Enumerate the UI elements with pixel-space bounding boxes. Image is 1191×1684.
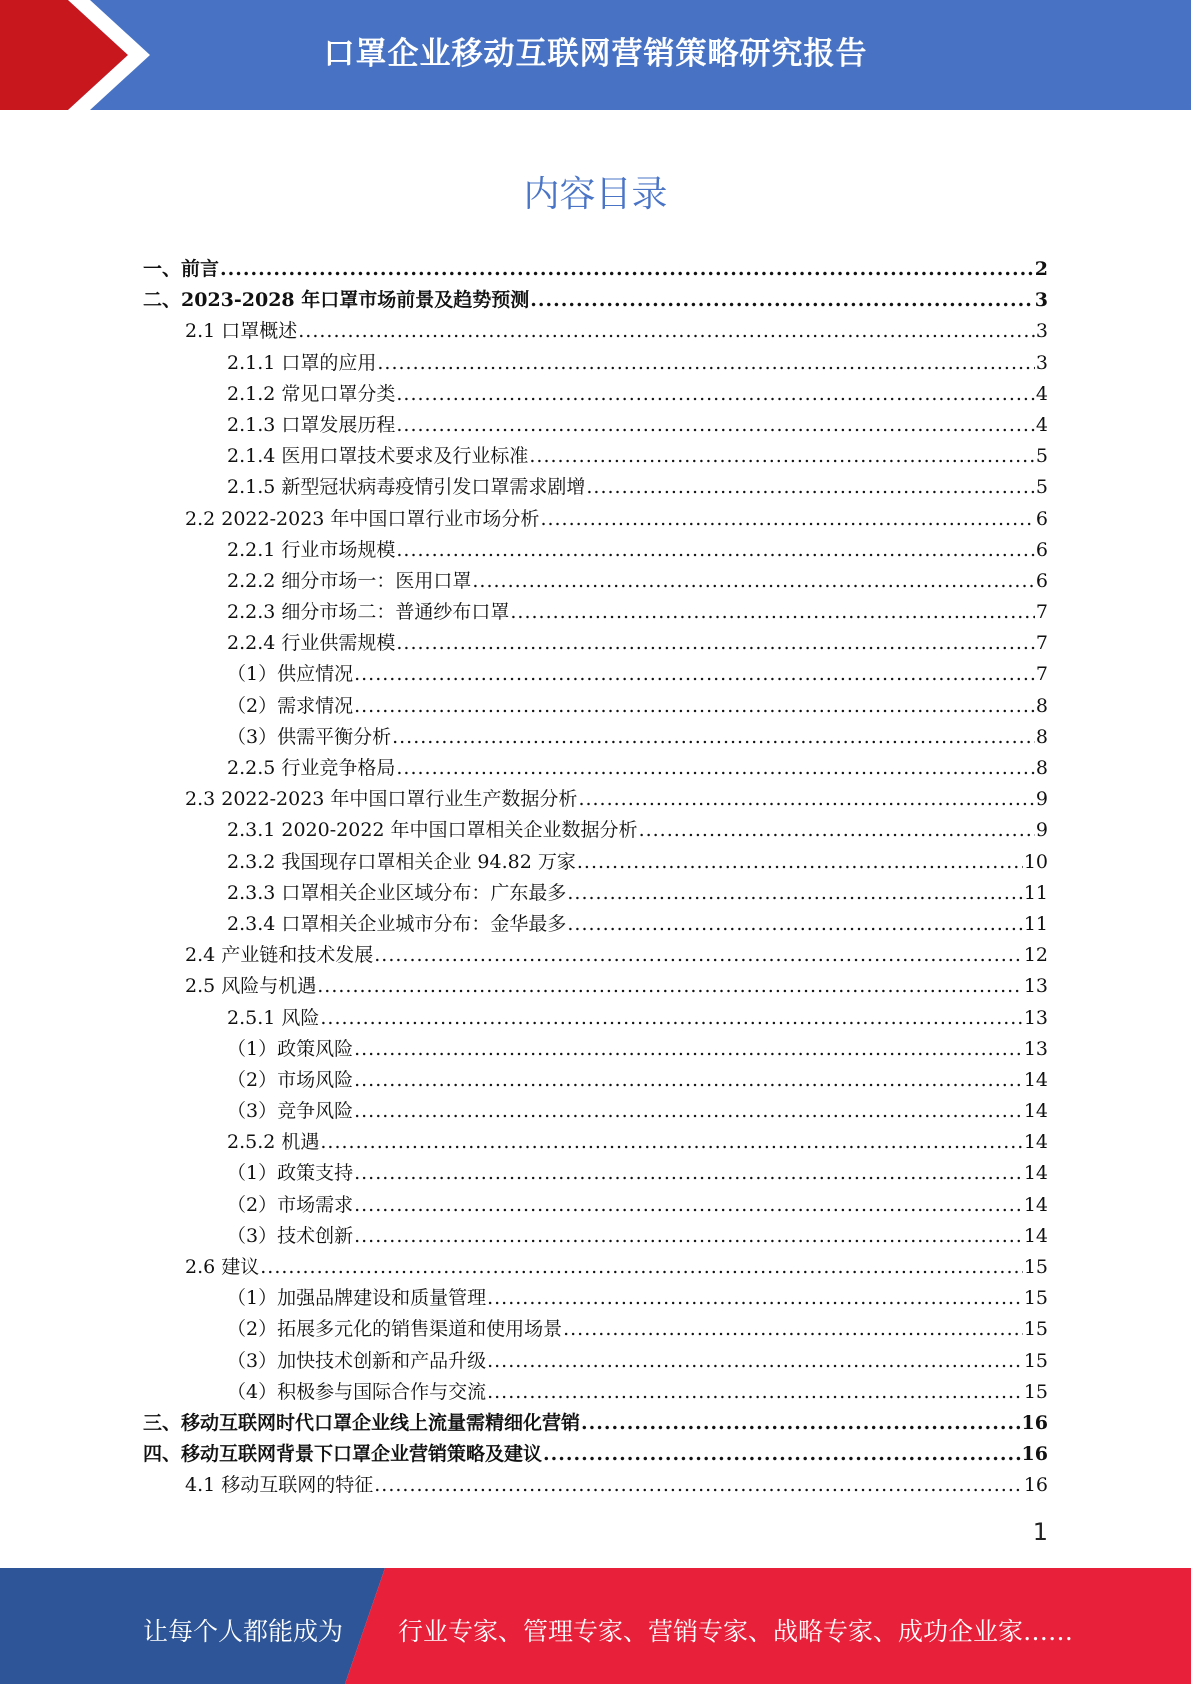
toc-entry[interactable] xyxy=(143,784,1048,815)
toc-dot-leader xyxy=(374,940,1023,971)
toc-dot-leader xyxy=(563,1314,1023,1345)
toc-entry-page: 15 xyxy=(1023,1380,1048,1403)
toc-entry-page: 10 xyxy=(1023,850,1048,873)
toc-entry-title: 2.2.1 行业市场规模 xyxy=(227,538,396,561)
toc-entry[interactable] xyxy=(143,1096,1048,1127)
toc-entry-title: 2.2.3 细分市场二：普通纱布口罩 xyxy=(227,601,510,624)
toc-dot-leader xyxy=(298,316,1035,347)
toc-dot-leader xyxy=(392,722,1035,753)
toc-entry[interactable] xyxy=(143,254,1048,285)
toc-dot-leader xyxy=(354,1065,1023,1096)
toc-dot-leader xyxy=(540,504,1034,535)
toc-entry-title: 2.3.1 2020-2022 年中国口罩相关企业数据分析 xyxy=(227,819,638,842)
toc-entry-page: 5 xyxy=(1035,445,1048,468)
toc-dot-leader xyxy=(354,1034,1023,1065)
toc-entry-page: 6 xyxy=(1035,507,1048,530)
toc-entry-title: 四、移动互联网背景下口罩企业营销策略及建议 xyxy=(143,1443,543,1466)
toc-entry-page: 3 xyxy=(1035,351,1048,374)
toc-entry-title: 2.1.4 医用口罩技术要求及行业标准 xyxy=(227,445,529,468)
toc-entry-title: （1）政策风险 xyxy=(227,1037,354,1060)
toc-entry[interactable] xyxy=(143,1346,1048,1377)
toc-dot-leader xyxy=(374,1470,1023,1501)
toc-entry-title: （4）积极参与国际合作与交流 xyxy=(227,1380,487,1403)
toc-dot-leader xyxy=(487,1283,1023,1314)
toc-entry-page: 7 xyxy=(1035,632,1048,655)
toc-entry[interactable] xyxy=(143,940,1048,971)
toc-entry-page: 14 xyxy=(1023,1162,1048,1185)
toc-entry[interactable] xyxy=(143,1127,1048,1158)
toc-entry-page: 15 xyxy=(1023,1349,1048,1372)
toc-entry[interactable] xyxy=(143,1283,1048,1314)
toc-dot-leader xyxy=(529,441,1035,472)
toc-dot-leader xyxy=(354,1221,1023,1252)
toc-dot-leader xyxy=(510,597,1035,628)
toc-entry[interactable] xyxy=(143,472,1048,503)
toc-dot-leader xyxy=(354,1096,1023,1127)
toc-dot-leader xyxy=(220,254,1034,285)
toc-entry-page: 12 xyxy=(1023,944,1048,967)
toc-entry-page: 6 xyxy=(1035,538,1048,561)
toc-heading: 内容目录 xyxy=(523,174,668,215)
toc-dot-leader xyxy=(472,566,1035,597)
page-footer xyxy=(0,1568,1191,1684)
footer-slogan-left: 让每个人都能成为 xyxy=(143,1617,344,1646)
toc-entry[interactable] xyxy=(143,1314,1048,1345)
toc-entry-page: 11 xyxy=(1023,912,1048,935)
toc-entry-title: 2.1.1 口罩的应用 xyxy=(227,351,377,374)
toc-entry-page: 14 xyxy=(1023,1100,1048,1123)
toc-entry-page: 13 xyxy=(1023,1037,1048,1060)
toc-entry-title: （2）市场需求 xyxy=(227,1193,354,1216)
toc-entry-page: 4 xyxy=(1035,382,1048,405)
toc-entry[interactable] xyxy=(143,379,1048,410)
toc-entry-page: 14 xyxy=(1023,1131,1048,1154)
toc-entry-title: 2.2.4 行业供需规模 xyxy=(227,632,396,655)
toc-entry-title: （3）加快技术创新和产品升级 xyxy=(227,1349,487,1372)
toc-entry-page: 7 xyxy=(1035,663,1048,686)
toc-entry-page: 6 xyxy=(1035,569,1048,592)
toc-entry[interactable] xyxy=(143,878,1048,909)
toc-dot-leader xyxy=(377,348,1035,379)
toc-dot-leader xyxy=(396,379,1035,410)
toc-entry-title: 2.1.2 常见口罩分类 xyxy=(227,382,396,405)
toc-entry-title: 2.1.3 口罩发展历程 xyxy=(227,413,396,436)
toc-dot-leader xyxy=(581,1408,1021,1439)
toc-entry[interactable] xyxy=(143,691,1048,722)
toc-entry-title: 2.1.5 新型冠状病毒疫情引发口罩需求剧增 xyxy=(227,476,586,499)
toc-entry-page: 8 xyxy=(1035,694,1048,717)
toc-entry[interactable] xyxy=(143,504,1048,535)
toc-entry-page: 14 xyxy=(1023,1193,1048,1216)
toc-entry[interactable] xyxy=(143,1408,1048,1439)
toc-entry-title: （1）供应情况 xyxy=(227,663,354,686)
toc-entry-title: （1）加强品牌建设和质量管理 xyxy=(227,1287,487,1310)
toc-dot-leader xyxy=(543,1439,1021,1470)
toc-entry[interactable] xyxy=(143,753,1048,784)
footer-slogan-right: 行业专家、管理专家、营销专家、战略专家、成功企业家…… xyxy=(398,1617,1074,1646)
toc-entry[interactable] xyxy=(143,1190,1048,1221)
toc-entry-page: 3 xyxy=(1034,289,1048,312)
toc-entry-page: 15 xyxy=(1023,1287,1048,1310)
toc-entry-page: 13 xyxy=(1023,1006,1048,1029)
toc-dot-leader xyxy=(577,847,1023,878)
toc-entry-title: （3）供需平衡分析 xyxy=(227,725,392,748)
toc-entry[interactable] xyxy=(143,1439,1048,1470)
table-of-contents xyxy=(143,254,1048,1502)
toc-entry-page: 8 xyxy=(1035,725,1048,748)
toc-entry-title: 2.3.2 我国现存口罩相关企业 94.82 万家 xyxy=(227,850,576,873)
toc-dot-leader xyxy=(320,1003,1022,1034)
toc-entry-title: 2.1 口罩概述 xyxy=(185,320,298,343)
toc-entry-title: 2.3 2022-2023 年中国口罩行业生产数据分析 xyxy=(185,788,578,811)
toc-entry[interactable] xyxy=(143,847,1048,878)
toc-entry-title: 2.5.1 风险 xyxy=(227,1006,320,1029)
toc-entry-page: 16 xyxy=(1021,1411,1048,1434)
toc-dot-leader xyxy=(354,1190,1023,1221)
toc-dot-leader xyxy=(586,472,1035,503)
toc-entry-title: 一、前言 xyxy=(143,258,220,280)
toc-entry[interactable] xyxy=(143,1252,1048,1283)
toc-dot-leader xyxy=(487,1346,1023,1377)
toc-entry[interactable] xyxy=(143,628,1048,659)
toc-entry[interactable] xyxy=(143,285,1048,316)
toc-entry[interactable] xyxy=(143,1158,1048,1189)
toc-entry-title: （2）市场风险 xyxy=(227,1068,354,1091)
toc-entry-title: 2.3.4 口罩相关企业城市分布：金华最多 xyxy=(227,912,567,935)
toc-entry-page: 11 xyxy=(1023,881,1048,904)
toc-entry-title: （3）竞争风险 xyxy=(227,1100,354,1123)
toc-entry[interactable] xyxy=(143,535,1048,566)
toc-entry[interactable] xyxy=(143,909,1048,940)
toc-entry-page: 15 xyxy=(1023,1256,1048,1278)
toc-dot-leader xyxy=(530,285,1034,316)
toc-entry-title: （2）拓展多元化的销售渠道和使用场景 xyxy=(227,1318,563,1341)
toc-entry[interactable] xyxy=(143,597,1048,628)
toc-dot-leader xyxy=(396,410,1035,441)
toc-dot-leader xyxy=(487,1377,1023,1408)
toc-dot-leader xyxy=(320,1127,1022,1158)
toc-entry[interactable] xyxy=(143,722,1048,753)
toc-dot-leader xyxy=(567,878,1022,909)
toc-entry-page: 4 xyxy=(1035,413,1048,436)
toc-entry-title: 2.4 产业链和技术发展 xyxy=(185,944,374,967)
toc-entry-title: 2.2.2 细分市场一：医用口罩 xyxy=(227,569,472,592)
toc-entry[interactable] xyxy=(143,1470,1048,1501)
toc-entry-page: 15 xyxy=(1023,1318,1048,1341)
toc-entry[interactable] xyxy=(143,348,1048,379)
toc-entry-page: 3 xyxy=(1035,320,1048,343)
toc-entry-page: 16 xyxy=(1023,1474,1048,1497)
toc-dot-leader xyxy=(396,753,1035,784)
toc-entry-page: 9 xyxy=(1035,819,1048,842)
toc-dot-leader xyxy=(260,1252,1023,1283)
toc-entry-title: （1）政策支持 xyxy=(227,1162,354,1185)
toc-entry-title: （3）技术创新 xyxy=(227,1224,354,1247)
toc-entry[interactable] xyxy=(143,815,1048,846)
toc-entry-title: 2.2.5 行业竞争格局 xyxy=(227,757,396,779)
toc-entry[interactable] xyxy=(143,1034,1048,1065)
toc-entry-page: 16 xyxy=(1021,1443,1048,1466)
page-number: 1 xyxy=(1032,1518,1048,1546)
toc-entry[interactable] xyxy=(143,659,1048,690)
toc-entry-page: 14 xyxy=(1023,1068,1048,1091)
toc-dot-leader xyxy=(396,628,1035,659)
toc-entry-page: 13 xyxy=(1023,975,1048,998)
toc-dot-leader xyxy=(354,691,1035,722)
toc-entry-page: 7 xyxy=(1035,601,1048,624)
toc-entry-title: 2.5.2 机遇 xyxy=(227,1131,320,1154)
toc-entry-page: 14 xyxy=(1023,1224,1048,1247)
toc-entry-title: 2.6 建议 xyxy=(185,1256,260,1278)
toc-dot-leader xyxy=(354,659,1035,690)
toc-entry[interactable] xyxy=(143,971,1048,1002)
toc-entry[interactable] xyxy=(143,410,1048,441)
toc-entry-title: 2.2 2022-2023 年中国口罩行业市场分析 xyxy=(185,507,540,530)
toc-entry-title: （2）需求情况 xyxy=(227,694,354,717)
toc-entry-title: 三、移动互联网时代口罩企业线上流量需精细化营销 xyxy=(143,1411,581,1434)
toc-entry-page: 2 xyxy=(1034,258,1048,280)
report-title: 口罩企业移动互联网营销策略研究报告 xyxy=(323,36,868,72)
toc-entry[interactable] xyxy=(143,441,1048,472)
toc-dot-leader xyxy=(317,971,1023,1002)
page-header xyxy=(0,0,1191,110)
toc-entry[interactable] xyxy=(143,1065,1048,1096)
toc-entry-page: 8 xyxy=(1035,757,1048,779)
toc-dot-leader xyxy=(639,815,1035,846)
toc-entry[interactable] xyxy=(143,1003,1048,1034)
toc-entry-page: 5 xyxy=(1035,476,1048,499)
toc-dot-leader xyxy=(354,1158,1023,1189)
toc-entry[interactable] xyxy=(143,566,1048,597)
toc-entry-page: 9 xyxy=(1035,788,1048,811)
toc-entry-title: 4.1 移动互联网的特征 xyxy=(185,1474,374,1497)
toc-dot-leader xyxy=(396,535,1035,566)
toc-dot-leader xyxy=(578,784,1034,815)
toc-dot-leader xyxy=(567,909,1022,940)
toc-entry-title: 二、2023-2028 年口罩市场前景及趋势预测 xyxy=(143,289,530,312)
toc-entry-title: 2.3.3 口罩相关企业区域分布：广东最多 xyxy=(227,881,567,904)
toc-entry[interactable] xyxy=(143,1377,1048,1408)
toc-entry[interactable] xyxy=(143,316,1048,347)
toc-entry[interactable] xyxy=(143,1221,1048,1252)
toc-entry-title: 2.5 风险与机遇 xyxy=(185,975,317,998)
